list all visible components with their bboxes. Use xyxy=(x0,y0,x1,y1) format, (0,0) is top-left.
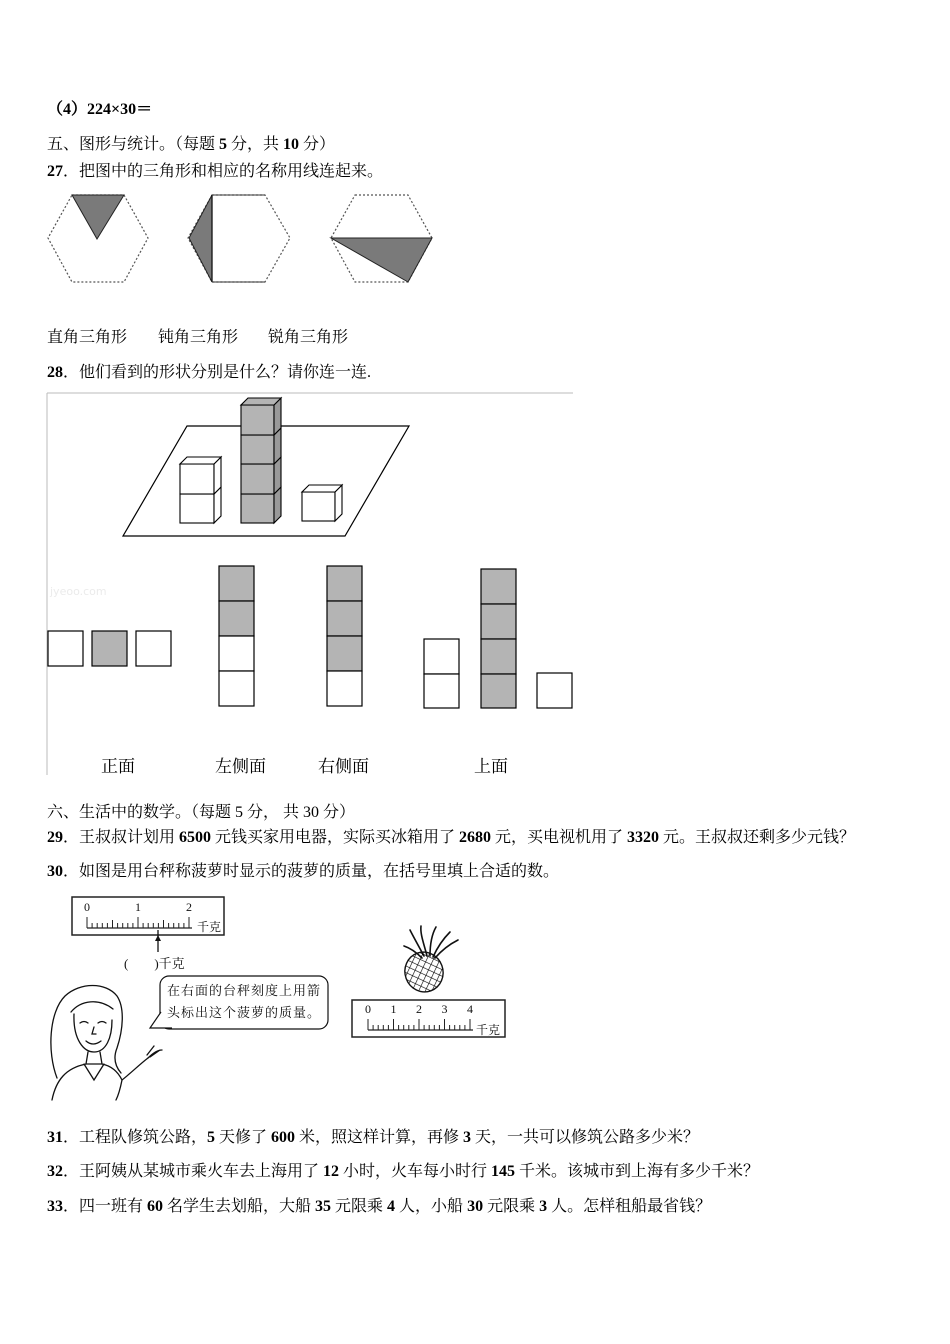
scale-left-unit: 千克 xyxy=(197,920,222,934)
cube-front-face xyxy=(241,464,274,494)
view-square xyxy=(424,674,459,708)
view-square xyxy=(48,631,83,666)
teacher-body xyxy=(52,1058,148,1100)
section-6-title: 六、生活中的数学。（每题 5 分， 共 30 分） xyxy=(47,804,356,821)
view-square xyxy=(327,566,362,601)
scale-left-tick-label: 1 xyxy=(135,900,141,914)
view-square xyxy=(219,636,254,671)
teacher-mouth xyxy=(86,1041,101,1044)
teacher-eyes xyxy=(80,1022,106,1024)
scale-right-tick-label: 1 xyxy=(390,1002,397,1016)
question-31-text: 31．工程队修筑公路，5 天修了 600 米，照这样计算，再修 3 天，一共可以修筑公路多少米？ xyxy=(47,1129,700,1146)
label-right-triangle: 直角三角形 xyxy=(47,329,128,346)
view-front-shape xyxy=(48,631,171,666)
cube-top-face xyxy=(302,485,342,492)
speech-line-1: 在右面的台秤刻度上用箭 xyxy=(167,983,322,998)
cube-views-figure xyxy=(44,390,576,780)
section-5-title: 五、图形与统计。（每题 5 分，共 10 分） xyxy=(47,136,336,153)
cube-top-face xyxy=(241,398,281,405)
pineapple-leaf xyxy=(433,932,450,957)
single-white-cube xyxy=(302,485,342,521)
view-square xyxy=(481,674,516,708)
label-left-view: 左侧面 xyxy=(215,757,266,777)
scale-right-tick-label: 0 xyxy=(365,1002,371,1016)
scale-right-tick-label: 3 xyxy=(441,1002,448,1016)
cube-front-face xyxy=(241,494,274,523)
view-square xyxy=(537,673,572,708)
scale-right-unit: 千克 xyxy=(476,1023,501,1037)
scale-right xyxy=(352,1000,505,1037)
right-triangle-shaded xyxy=(331,238,432,282)
teacher-collar xyxy=(84,1064,104,1080)
acute-triangle-shaded xyxy=(72,195,124,239)
teacher-nose xyxy=(92,1027,96,1034)
teacher-neck xyxy=(86,1052,102,1064)
cube-front-face xyxy=(302,492,335,521)
scale-left-tick-label: 0 xyxy=(84,900,90,914)
cube-front-face xyxy=(180,464,214,494)
teacher-face xyxy=(74,1014,112,1052)
answer-blank: ( )千克 xyxy=(124,956,185,971)
teacher-hand xyxy=(116,1046,162,1100)
view-square xyxy=(481,569,516,604)
teacher-illustration xyxy=(51,986,162,1101)
pineapple-illustration xyxy=(399,926,458,997)
pineapple-body xyxy=(399,947,448,998)
view-square xyxy=(136,631,171,666)
view-square xyxy=(481,639,516,674)
view-square xyxy=(424,639,459,674)
gray-cube-tower xyxy=(241,398,281,523)
view-square xyxy=(481,604,516,639)
scale-right-tick-label: 4 xyxy=(467,1002,473,1016)
cube-top-face xyxy=(180,457,221,464)
view-square xyxy=(219,671,254,706)
white-cube-stack xyxy=(180,457,221,523)
question-28-text: 28．他们看到的形状分别是什么？请你连一连. xyxy=(47,364,372,381)
label-front-view: 正面 xyxy=(101,757,135,777)
question-29-text: 29．王叔叔计划用 6500 元钱买家用电器，实际买冰箱用了 2680 元，买电视机用了 3320 元。王叔叔还剩多少元钱？ xyxy=(47,829,856,846)
scale-left-tick-label: 2 xyxy=(186,900,192,914)
view-square xyxy=(219,601,254,636)
speech-line-2: 头标出这个菠萝的质量。 xyxy=(167,1005,322,1020)
view-right-shape xyxy=(327,566,362,706)
view-square xyxy=(327,671,362,706)
cube-front-face xyxy=(241,405,274,435)
label-top-view: 上面 xyxy=(474,757,508,777)
view-left-shape xyxy=(219,566,254,706)
hexagon-figure xyxy=(40,188,440,288)
cube-front-face xyxy=(241,435,274,464)
question-27-text: 27．把图中的三角形和相应的名称用线连起来。 xyxy=(47,163,384,180)
view-square xyxy=(327,601,362,636)
scale-figure xyxy=(44,890,514,1105)
scale-right-tick-label: 2 xyxy=(416,1002,422,1016)
question-26-item-4: （4）224×30＝ xyxy=(47,101,153,118)
label-acute-triangle: 锐角三角形 xyxy=(268,329,349,346)
view-top-shape xyxy=(424,569,572,708)
question-30-text: 30．如图是用台秤称菠萝时显示的菠萝的质量，在括号里填上合适的数。 xyxy=(47,863,560,880)
pineapple-leaf xyxy=(435,940,458,958)
teacher-bangs xyxy=(71,1002,113,1012)
watermark-text: jyeoo.com xyxy=(50,585,107,598)
view-square xyxy=(327,636,362,671)
obtuse-triangle-shaded xyxy=(189,195,212,282)
question-32-text: 32．王阿姨从某城市乘火车去上海用了 12 小时，火车每小时行 145 千米。该城市到上海有多少千米？ xyxy=(47,1163,760,1180)
scale-pointer-arrowhead xyxy=(155,935,161,941)
label-right-view: 右侧面 xyxy=(318,757,369,777)
scale-left xyxy=(72,897,224,935)
cube-front-face xyxy=(180,494,214,523)
label-obtuse-triangle: 钝角三角形 xyxy=(158,329,239,346)
view-square xyxy=(219,566,254,601)
question-33-text: 33．四一班有 60 名学生去划船，大船 35 元限乘 4 人，小船 30 元限乘 3 人。怎样租船最省钱？ xyxy=(47,1198,712,1215)
view-square xyxy=(92,631,127,666)
